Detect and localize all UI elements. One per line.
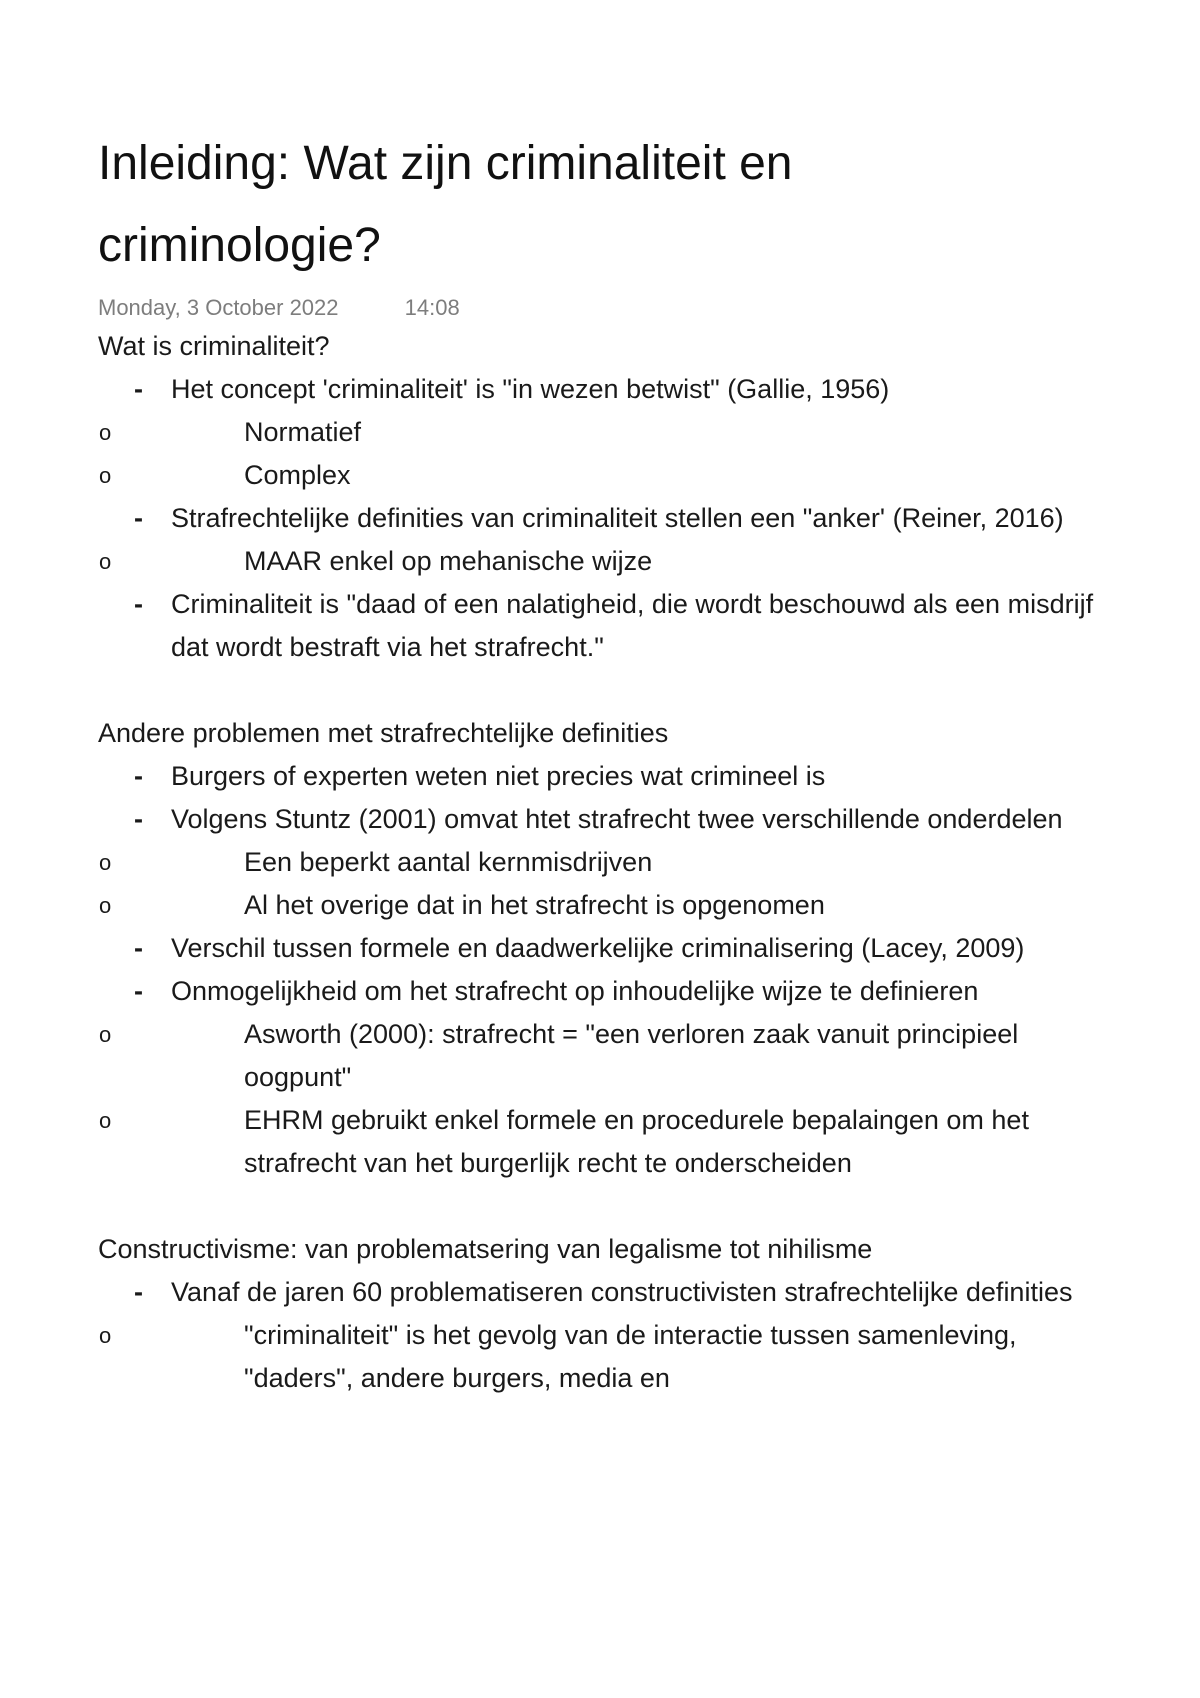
- note-time: 14:08: [404, 295, 460, 320]
- page-title: Inleiding: Wat zijn criminaliteit en criminologie?: [98, 137, 793, 272]
- section-spacer: [98, 1185, 1098, 1228]
- bullet-text: Onmogelijkheid om het strafrecht op inhoudelijke wijze te definieren: [171, 976, 979, 1006]
- sub-bullet-item: o Asworth (2000): strafrecht = "een verloren zaak vanuit principieel oogpunt": [171, 1013, 1098, 1099]
- bullet-item: [98, 1271, 1098, 1400]
- bullet-list: [98, 1271, 1098, 1400]
- bullet-text: Criminaliteit is "daad of een nalatigheid, die wordt beschouwd als een misdrijf dat wordt bestraft via het strafrecht.": [171, 589, 1094, 662]
- bullet-text: Burgers of experten weten niet precies wat crimineel is: [171, 761, 826, 791]
- sub-bullet-item: o Normatief: [171, 411, 1098, 454]
- sub-bullet-item: o Complex: [171, 454, 1098, 497]
- bullet-text: Het concept 'criminaliteit' is "in wezen betwist" (Gallie, 1956): [171, 374, 890, 404]
- bullet-item: [98, 798, 1098, 927]
- note-meta: [98, 295, 460, 321]
- sub-bullet-item: o MAAR enkel op mehanische wijze: [171, 540, 1098, 583]
- sub-bullet-list: [171, 411, 1098, 497]
- section-heading: Andere problemen met strafrechtelijke definities: [98, 718, 669, 748]
- bullet-list: [98, 755, 1098, 1185]
- section-heading: Wat is criminaliteit?: [98, 331, 330, 361]
- sub-bullet-list: [171, 841, 1098, 927]
- note-body: [98, 325, 1098, 1400]
- sub-bullet-list: [171, 1013, 1098, 1185]
- sub-bullet-item: o "criminaliteit" is het gevolg van de interactie tussen samenleving, "daders", andere burgers, media en: [171, 1314, 1098, 1400]
- bullet-item: [98, 927, 1098, 970]
- document-page: [98, 0, 1098, 1698]
- sub-bullet-item: o Een beperkt aantal kernmisdrijven: [171, 841, 1098, 884]
- bullet-text: Volgens Stuntz (2001) omvat htet strafrecht twee verschillende onderdelen: [171, 804, 1063, 834]
- sub-bullet-item: o EHRM gebruikt enkel formele en procedurele bepalaingen om het strafrecht van het burgerlijk recht te onderscheiden: [171, 1099, 1098, 1185]
- bullet-item: [98, 583, 1098, 669]
- bullet-text: Strafrechtelijke definities van criminaliteit stellen een "anker' (Reiner, 2016): [171, 503, 1064, 533]
- bullet-text: Vanaf de jaren 60 problematiseren constructivisten strafrechtelijke definities: [171, 1277, 1073, 1307]
- sub-bullet-list: [171, 1314, 1098, 1400]
- bullet-item: [98, 970, 1098, 1185]
- section-spacer: [98, 669, 1098, 712]
- sub-bullet-list: [171, 540, 1098, 583]
- note-date: Monday, 3 October 2022: [98, 295, 339, 320]
- section-heading: Constructivisme: van problematsering van legalisme tot nihilisme: [98, 1234, 873, 1264]
- bullet-list: [98, 368, 1098, 669]
- bullet-item: [98, 368, 1098, 497]
- bullet-text: Verschil tussen formele en daadwerkelijke criminalisering (Lacey, 2009): [171, 933, 1025, 963]
- bullet-item: [98, 497, 1098, 583]
- sub-bullet-item: o Al het overige dat in het strafrecht is opgenomen: [171, 884, 1098, 927]
- bullet-item: [98, 755, 1098, 798]
